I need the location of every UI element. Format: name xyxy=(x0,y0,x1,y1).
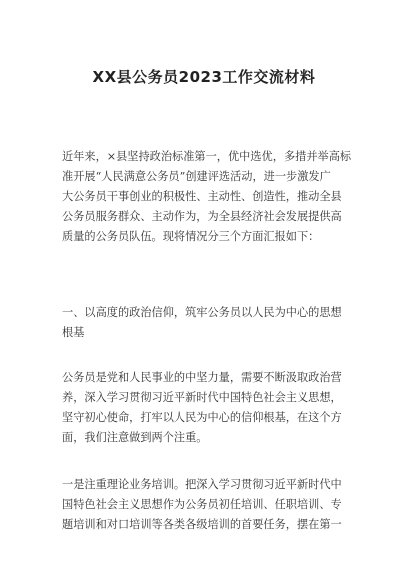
paragraph-line: 大公务员干事创业的积极性、主动性、创造性，推动全县 xyxy=(62,190,342,203)
paragraph-line: 近年来，×县坚持政治标准第一，优中选优，多措并举高标 xyxy=(62,150,352,163)
paragraph-line: 题培训和对口培训等各类各级培训的首要任务，摆在第一 xyxy=(62,518,342,531)
heading-line: 根基 xyxy=(62,326,85,339)
paragraph-line: 国特色社会主义思想作为公务员初任培训、任职培训、专 xyxy=(62,498,342,511)
heading-line: 一、以高度的政治信仰，筑牢公务员以人民为中心的思想 xyxy=(62,306,342,319)
paragraph-line: 准开展“人民满意公务员”创建评选活动，进一步激发广 xyxy=(62,170,331,183)
paragraph-section-1 xyxy=(62,368,352,448)
paragraph-line: 一是注重理论业务培训。把深入学习贯彻习近平新时代中 xyxy=(62,478,342,491)
paragraph-line: 公务员是党和人民事业的中坚力量，需要不断汲取政治营 xyxy=(62,371,342,384)
paragraph-intro xyxy=(62,147,352,247)
paragraph-point-1 xyxy=(62,475,352,535)
paragraph-line: 养，深入学习贯彻习近平新时代中国特色社会主义思想， xyxy=(62,391,342,404)
paragraph-line: 公务员服务群众、主动作为，为全县经济社会发展提供高 xyxy=(62,210,342,223)
paragraph-line: 坚守初心使命，打牢以人民为中心的信仰根基，在这个方 xyxy=(62,411,342,424)
document-title: XX县公务员2023工作交流材料 xyxy=(92,68,316,86)
paragraph-line: 质量的公务员队伍。现将情况分三个方面汇报如下： xyxy=(62,230,320,243)
paragraph-line: 面，我们注意做到两个注重。 xyxy=(62,431,208,444)
section-heading-1 xyxy=(62,303,352,343)
